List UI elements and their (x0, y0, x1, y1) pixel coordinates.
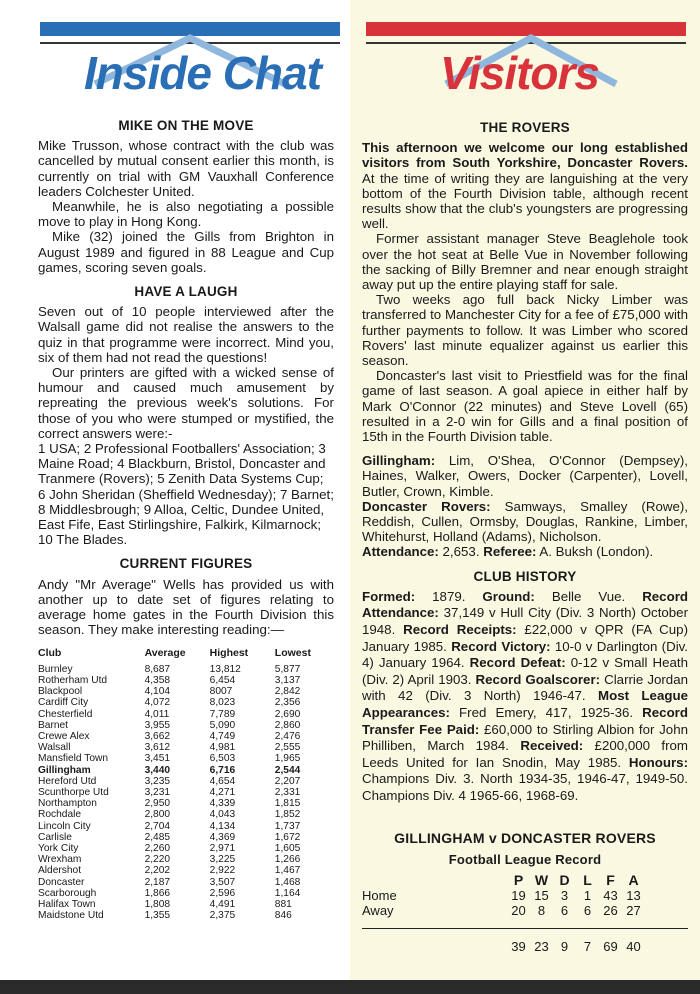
table-header-row (38, 648, 334, 664)
table-row (38, 776, 334, 787)
row-label (362, 939, 507, 954)
history-value: Fred Emery, 417, 1925-36. (449, 705, 634, 721)
referee-value: A. Buksh (London). (536, 544, 654, 560)
club-cell: Cardiff City (38, 697, 89, 709)
row-label (362, 873, 507, 888)
figure-cell: 1,852 (274, 809, 301, 821)
history-value: £60,000 to Stirling Albion for John Philliben, March 1984. (362, 721, 688, 754)
figure-cell: 2,220 (144, 854, 171, 866)
figure-cell: 1,266 (274, 854, 301, 866)
left-column (38, 118, 334, 921)
figure-cell: 1,866 (144, 887, 171, 899)
figure-cell: 1,808 (144, 898, 171, 910)
figure-cell: 8,687 (144, 663, 171, 675)
record-value: 8 (537, 903, 546, 919)
table-row (38, 854, 334, 865)
table-row (38, 697, 334, 708)
figure-cell: 2,356 (274, 697, 301, 709)
figure-cell: 4,358 (144, 674, 171, 686)
record-value: 3 (560, 888, 569, 904)
figure-cell: 4,072 (144, 697, 171, 709)
figure-cell: 3,662 (144, 730, 171, 742)
figure-cell: 1,737 (274, 820, 301, 832)
figure-cell: 2,331 (274, 786, 301, 798)
club-cell: Hereford Utd (38, 775, 97, 787)
attendance-label: Attendance: (362, 544, 439, 560)
table-row (38, 731, 334, 742)
history-value: Belle Vue. (534, 588, 626, 604)
figure-cell: 4,104 (144, 686, 171, 698)
history-label: Ground: (482, 588, 535, 604)
visitors-banner (366, 14, 686, 104)
column-header: Club (38, 646, 62, 659)
inside-chat-banner (40, 14, 340, 104)
figure-cell: 2,596 (209, 887, 236, 899)
club-cell: Scunthorpe Utd (38, 786, 109, 798)
history-label: Received: (520, 738, 584, 754)
table-row (38, 664, 334, 675)
record-value: 27 (626, 903, 641, 919)
figure-cell: 2,207 (274, 775, 301, 787)
intro-bold: This afternoon we welcome our long established visitors from South Yorkshire, Doncaster Rovers. (362, 140, 688, 171)
section-heading: THE ROVERS (480, 120, 570, 135)
figure-cell: 2,544 (274, 764, 301, 776)
table-row (38, 843, 334, 854)
attendance-table-body (38, 664, 334, 922)
record-header-row (362, 873, 688, 888)
paragraph (362, 140, 688, 231)
paragraph: Former assistant manager Steve Beaglehole took over the hot seat at Belle Vue in November following the sacking of Billy Bremner and near enough straight away put up the entire playing staff for sale. (362, 231, 688, 293)
league-record (362, 873, 688, 954)
section-heading: MIKE ON THE MOVE (118, 118, 254, 133)
home-record-row (362, 888, 688, 903)
figure-cell: 6,716 (209, 764, 236, 776)
attendance-value: 2,653. (438, 544, 480, 560)
section-heading: HAVE A LAUGH (134, 284, 238, 300)
table-row (38, 720, 334, 731)
figure-cell: 3,955 (144, 719, 171, 731)
figure-cell: 2,690 (274, 708, 301, 720)
club-history (362, 589, 688, 805)
record-value: 6 (583, 903, 592, 919)
figure-cell: 7,789 (209, 708, 236, 720)
quiz-answers: 1 USA; 2 Professional Footballers' Association; 3 Maine Road; 4 Blackburn, Bristol, Doncaster and Tranmere (Rovers); 5 Zenith Data Systems Cup; 6 John Sheridan (Sheffield Wednesday); 7 Barnet; 8 Middlesbrough; 9 Alloa, Celtic, Dundee United, East Fife, East Stirlingshire, Falkirk, Kilmarnock; 10 The Blades. (38, 441, 334, 548)
right-column (362, 120, 688, 954)
history-value: 10-0 v Darlington (Div. 4) January 1964. (362, 638, 689, 671)
figure-cell: 4,134 (209, 820, 236, 832)
record-value: 26 (603, 903, 618, 919)
table-row (38, 742, 334, 753)
club-cell: Lincoln City (38, 820, 91, 832)
club-cell: Wrexham (38, 854, 82, 866)
figure-cell: 2,202 (144, 865, 171, 877)
history-label: Record Defeat: (469, 655, 566, 671)
club-cell: Barnet (38, 719, 69, 731)
figure-cell: 3,231 (144, 786, 171, 798)
history-label: Record Receipts: (403, 622, 517, 638)
record-value: 7 (583, 939, 592, 955)
history-value: Champions Div. 3. North 1934-35, 1946-47, 1949-50. Champions Div. 4 1965-66, 1968-69. (362, 771, 688, 804)
figure-cell: 3,507 (209, 876, 236, 888)
visitors-page (350, 0, 700, 980)
table-row (38, 798, 334, 809)
section-heading: CURRENT FIGURES (119, 556, 253, 572)
figure-cell: 2,860 (274, 719, 301, 731)
table-row (38, 686, 334, 697)
record-subtitle: Football League Record (448, 851, 602, 867)
paragraph: Mike (32) joined the Gills from Brighton in August 1989 and figured in 88 League and Cup games, scoring seven goals. (38, 229, 334, 275)
record-header: W (534, 872, 549, 889)
club-cell: Scarborough (38, 887, 97, 899)
club-cell: Mansfield Town (38, 753, 109, 765)
figure-cell: 3,451 (144, 753, 171, 765)
history-value: 1879. (415, 588, 466, 604)
history-label: Record Attendance: (362, 588, 688, 621)
total-divider (362, 928, 688, 929)
column-header: Average (144, 646, 186, 659)
figure-cell: 8007 (209, 686, 233, 698)
team-label: Doncaster Rovers: (362, 498, 491, 514)
attendance-table (38, 648, 334, 922)
intro-rest: At the time of writing they are languishing at the very bottom of the Fourth Division table, although recent results show that the club's youngsters are progressing well. (362, 170, 688, 232)
doncaster-lineup (362, 499, 688, 545)
figure-cell: 2,485 (144, 831, 171, 843)
record-value: 15 (534, 888, 549, 904)
lineup-text: Lim, O'Shea, O'Connor (Dempsey), Haines, Walker, Owers, Docker (Carpenter), Lovell, Butler, Crown, Kimble. (362, 453, 688, 499)
figure-cell: 4,271 (209, 786, 236, 798)
club-cell: Walsall (38, 742, 71, 754)
history-value: £22,000 v QPR (FA Cup) January 1985. (362, 622, 688, 654)
figure-cell: 3,235 (144, 775, 171, 787)
club-cell: Halifax Town (38, 898, 96, 910)
club-cell: Maidstone Utd (38, 910, 104, 922)
figure-cell: 13,812 (209, 663, 241, 675)
figure-cell: 881 (274, 898, 292, 910)
figure-cell: 2,375 (209, 910, 236, 922)
away-record-row (362, 903, 688, 918)
figure-cell: 4,369 (209, 831, 236, 843)
row-label: Away (362, 903, 394, 919)
figure-cell: 1,164 (274, 887, 301, 899)
table-row (38, 832, 334, 843)
inside-chat-page (0, 0, 350, 980)
team-label: Gillingham: (362, 453, 436, 469)
record-header: D (559, 872, 570, 889)
figure-cell: 2,950 (144, 798, 171, 810)
club-cell: Aldershot (38, 865, 82, 877)
gillingham-lineup (362, 453, 688, 499)
record-header: F (606, 872, 615, 889)
table-row (38, 899, 334, 910)
referee-label: Referee: (483, 544, 537, 560)
figure-cell: 2,476 (274, 730, 301, 742)
table-row (38, 787, 334, 798)
paragraph: Doncaster's last visit to Priestfield was for the final game of last season. A goal apiece in either half by Mark O'Connor (22 minutes) and Steve Lovell (65) resulted in a 2-0 win for Gills and a final position of 15th in the Fourth Division table. (362, 368, 688, 445)
figure-cell: 4,011 (144, 708, 170, 720)
figure-cell: 1,965 (274, 753, 301, 765)
record-value: 20 (511, 903, 526, 919)
history-label: Most League Appearances: (362, 688, 688, 721)
figure-cell: 4,749 (209, 730, 236, 742)
figure-cell: 846 (274, 910, 292, 922)
table-row (38, 675, 334, 686)
record-value: 1 (583, 888, 592, 904)
table-row (38, 865, 334, 876)
row-label: Home (362, 888, 397, 904)
history-value: 37,149 v Hull City (Div. 3 North) October 1948. (362, 605, 688, 638)
club-cell: Rochdale (38, 809, 82, 821)
record-value: 23 (534, 939, 549, 955)
figure-cell: 5,877 (274, 663, 301, 675)
figure-cell: 5,090 (209, 719, 236, 731)
figure-cell: 4,654 (209, 775, 236, 787)
figure-cell: 1,355 (144, 910, 171, 922)
table-row (38, 877, 334, 888)
paragraph: Meanwhile, he is also negotiating a possible move to play in Hong Kong. (38, 199, 334, 230)
club-cell: Rotherham Utd (38, 674, 108, 686)
record-value: 69 (603, 939, 618, 955)
table-row (38, 821, 334, 832)
paragraph: Our printers are gifted with a wicked sense of humour and caused much amusement by repreating the previous week's solutions. For those of you who were stumped or mystified, the correct answers were:- (38, 365, 334, 441)
history-label: Formed: (362, 588, 416, 604)
figure-cell: 6,454 (209, 674, 236, 686)
club-cell: Chesterfield (38, 708, 93, 720)
table-row (38, 709, 334, 720)
figure-cell: 1,468 (274, 876, 301, 888)
paragraph: Two weeks ago full back Nicky Limber was transferred to Manchester City for a fee of £75,000 with further payments to follow. It was Limber who scored Rovers' last minute equalizer against us earlier this season. (362, 292, 688, 369)
banner-title: Visitors (440, 47, 600, 99)
section-heading: CLUB HISTORY (473, 568, 577, 584)
record-value: 40 (626, 939, 641, 955)
record-title: GILLINGHAM v DONCASTER ROVERS (394, 829, 656, 846)
history-label: Honours: (628, 754, 688, 770)
figure-cell: 3,137 (274, 674, 301, 686)
figure-cell: 3,225 (209, 854, 236, 866)
lineup-text: Samways, Smalley (Rowe), Reddish, Cullen, Ormsby, Douglas, Rankine, Limber, Whitehurst, Holland (Adams), Nicholson. (362, 498, 688, 545)
figure-cell: 2,922 (209, 865, 236, 877)
figure-cell: 1,815 (274, 798, 301, 810)
record-value: 39 (511, 939, 526, 955)
attendance-referee (362, 544, 688, 559)
figure-cell: 4,043 (209, 809, 236, 821)
paragraph: Andy "Mr Average" Wells has provided us with another up to date set of figures relating to average home gates in the Fourth Division this season. They make interesting reading:— (38, 576, 334, 638)
club-cell: Doncaster (38, 876, 85, 888)
table-row (38, 910, 334, 921)
club-cell: Crewe Alex (38, 730, 90, 742)
paragraph: Seven out of 10 people interviewed after the Walsall game did not realise the answers to the quiz in that programme were incorrect. Mind you, six of them had not read the questions! (38, 304, 334, 365)
record-value: 9 (560, 939, 569, 955)
club-cell: Gillingham (38, 764, 91, 776)
figure-cell: 3,612 (144, 742, 171, 754)
record-value: 43 (603, 888, 618, 904)
table-row (38, 765, 334, 776)
figure-cell: 2,842 (274, 686, 301, 698)
history-value: £200,000 from Leeds United for Ian Snodin, May 1985. (362, 738, 688, 770)
figure-cell: 2,800 (144, 809, 171, 821)
club-cell: York City (38, 842, 79, 854)
figure-cell: 6,503 (209, 753, 236, 765)
figure-cell: 4,339 (209, 798, 236, 810)
figure-cell: 3,440 (144, 764, 171, 776)
record-value: 13 (626, 888, 641, 904)
banner-title: Inside Chat (84, 47, 321, 99)
club-cell: Northampton (38, 798, 97, 810)
history-value: Clarrie Jordan with 42 (Div. 3 North) 1946-47. (362, 671, 688, 704)
figure-cell: 8,023 (209, 697, 236, 709)
spacer (362, 805, 688, 831)
club-cell: Blackpool (38, 686, 83, 698)
column-header: Lowest (274, 646, 311, 659)
figure-cell: 2,555 (274, 742, 301, 754)
figure-cell: 1,672 (274, 831, 301, 843)
figure-cell: 1,467 (274, 865, 301, 877)
figure-cell: 2,704 (144, 820, 171, 832)
figure-cell: 4,491 (209, 898, 236, 910)
club-cell: Burnley (38, 663, 73, 675)
total-record-row (362, 939, 688, 954)
record-header: P (513, 872, 524, 889)
figure-cell: 2,971 (209, 842, 236, 854)
column-header: Highest (209, 646, 249, 659)
figure-cell: 4,981 (209, 742, 236, 754)
club-cell: Carlisle (38, 831, 72, 843)
record-value: 6 (560, 903, 569, 919)
figure-cell: 2,187 (144, 876, 171, 888)
record-value: 19 (511, 888, 526, 904)
page-bottom-bar (0, 980, 700, 994)
paragraph: Mike Trusson, whose contract with the club was cancelled by mutual consent earlier this month, is currently on trial with GM Vauxhall Conference leaders Colchester United. (38, 138, 334, 199)
table-row (38, 809, 334, 820)
history-label: Record Victory: (451, 638, 551, 654)
history-label: Record Goalscorer: (475, 671, 601, 687)
history-value: 0-12 v Small Heath (Div. 2) April 1903. (362, 655, 688, 687)
figure-cell: 1,605 (274, 842, 301, 854)
record-header: L (583, 872, 592, 889)
record-header: A (628, 872, 639, 889)
history-label: Record Transfer Fee Paid: (362, 705, 688, 737)
table-row (38, 753, 334, 764)
figure-cell: 2,260 (144, 842, 171, 854)
table-row (38, 888, 334, 899)
